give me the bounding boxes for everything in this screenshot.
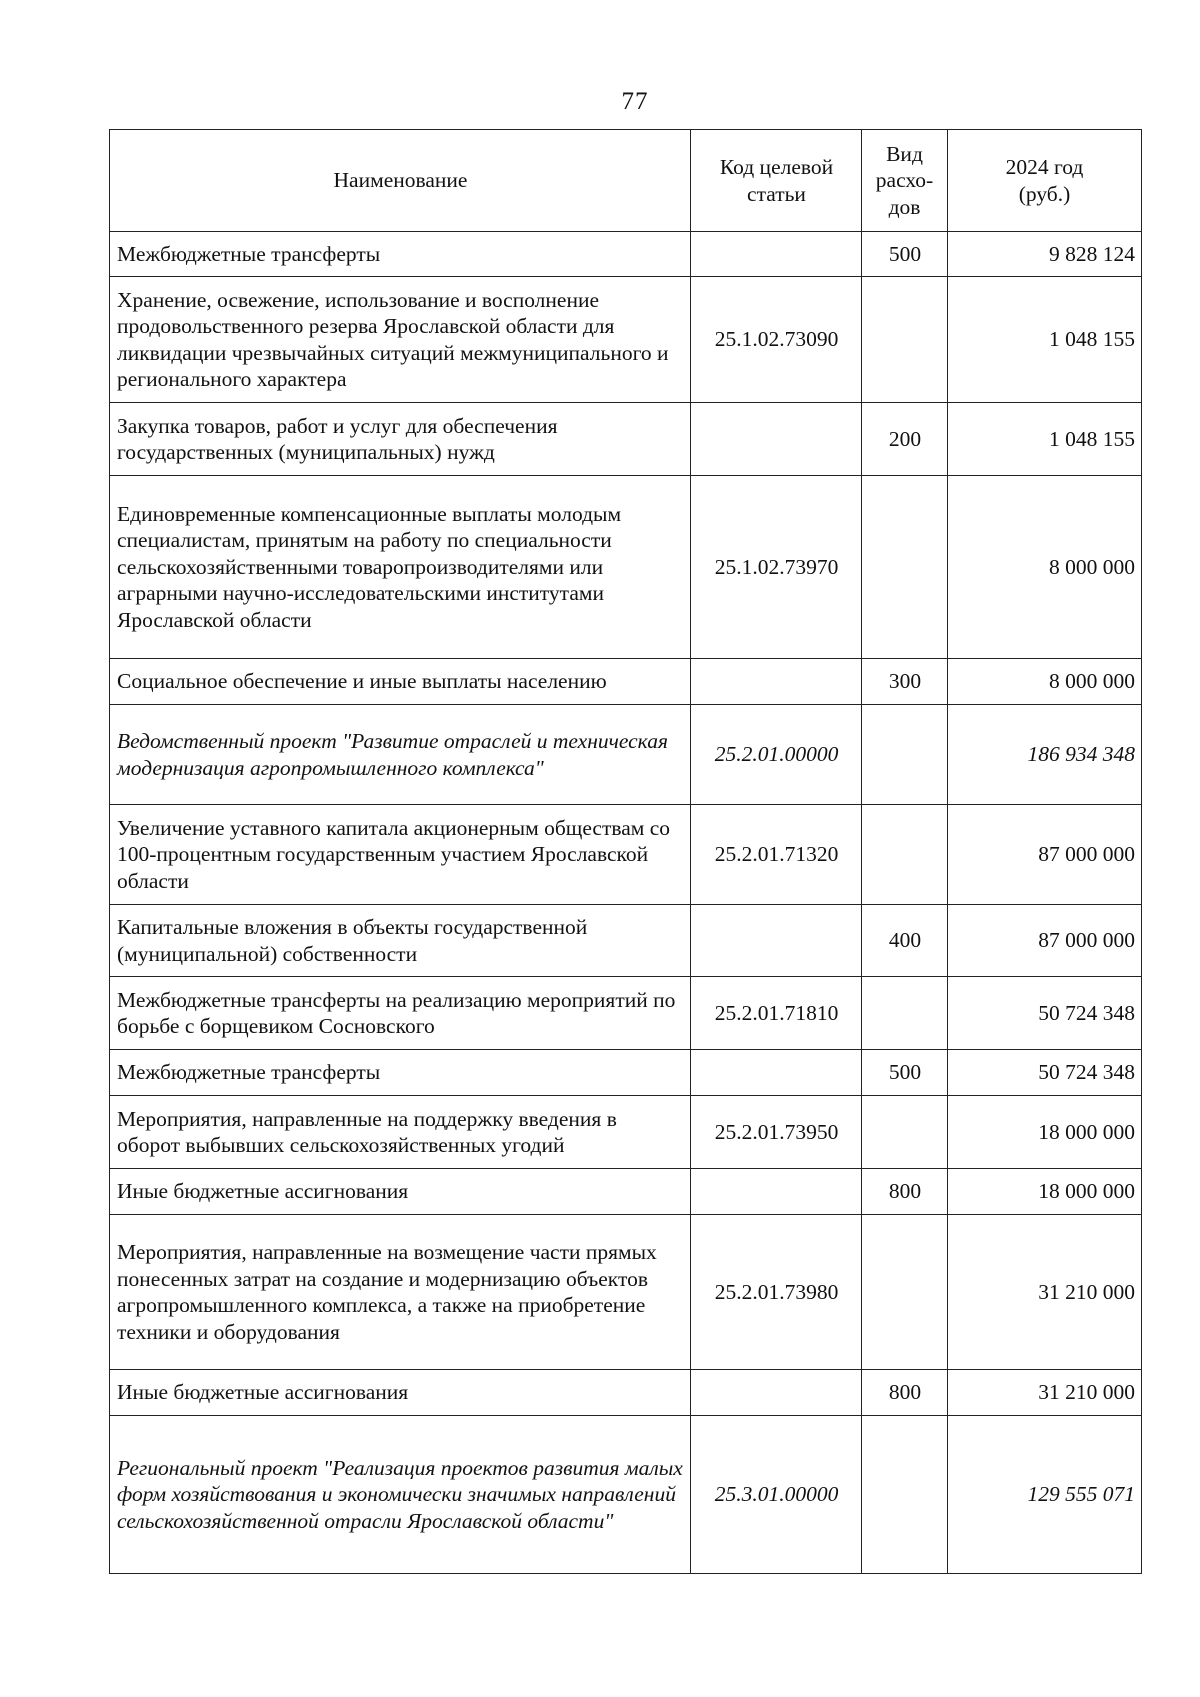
column-header-amount: 2024 год (руб.) bbox=[948, 130, 1142, 232]
row-code bbox=[691, 659, 862, 705]
row-code: 25.2.01.71320 bbox=[691, 805, 862, 905]
row-type: 500 bbox=[862, 232, 948, 277]
row-code bbox=[691, 403, 862, 476]
page-number: 77 bbox=[621, 88, 649, 115]
row-code: 25.2.01.71810 bbox=[691, 977, 862, 1050]
row-type: 800 bbox=[862, 1370, 948, 1416]
row-code bbox=[691, 1050, 862, 1096]
row-code bbox=[691, 905, 862, 977]
row-name: Увеличение уставного капитала акционерным обществам со 100-процентным государственным участием Ярославской области bbox=[110, 805, 691, 905]
row-amount: 8 000 000 bbox=[948, 659, 1142, 705]
table-row bbox=[110, 1215, 1142, 1370]
row-name: Капитальные вложения в объекты государственной (муниципальной) собственности bbox=[110, 905, 691, 977]
row-amount: 50 724 348 bbox=[948, 1050, 1142, 1096]
row-name: Межбюджетные трансферты на реализацию мероприятий по борьбе с борщевиком Сосновского bbox=[110, 977, 691, 1050]
row-type: 800 bbox=[862, 1169, 948, 1215]
row-type: 400 bbox=[862, 905, 948, 977]
table-row bbox=[110, 1416, 1142, 1574]
row-type bbox=[862, 977, 948, 1050]
row-amount: 87 000 000 bbox=[948, 805, 1142, 905]
row-name: Мероприятия, направленные на поддержку введения в оборот выбывших сельскохозяйственных угодий bbox=[110, 1096, 691, 1169]
row-code: 25.1.02.73090 bbox=[691, 277, 862, 403]
row-code bbox=[691, 1169, 862, 1215]
table-row bbox=[110, 659, 1142, 705]
row-amount: 31 210 000 bbox=[948, 1370, 1142, 1416]
row-code: 25.2.01.73950 bbox=[691, 1096, 862, 1169]
budget-table bbox=[109, 129, 1142, 1574]
row-name: Иные бюджетные ассигнования bbox=[110, 1169, 691, 1215]
table-row bbox=[110, 1169, 1142, 1215]
row-type: 300 bbox=[862, 659, 948, 705]
table-row bbox=[110, 403, 1142, 476]
row-amount: 87 000 000 bbox=[948, 905, 1142, 977]
row-code bbox=[691, 1370, 862, 1416]
row-amount: 1 048 155 bbox=[948, 277, 1142, 403]
row-code bbox=[691, 232, 862, 277]
row-type: 500 bbox=[862, 1050, 948, 1096]
row-amount: 9 828 124 bbox=[948, 232, 1142, 277]
row-amount: 129 555 071 bbox=[948, 1416, 1142, 1574]
row-name: Закупка товаров, работ и услуг для обеспечения государственных (муниципальных) нужд bbox=[110, 403, 691, 476]
row-amount: 18 000 000 bbox=[948, 1169, 1142, 1215]
row-name: Межбюджетные трансферты bbox=[110, 232, 691, 277]
table-row bbox=[110, 1096, 1142, 1169]
row-type bbox=[862, 476, 948, 659]
row-amount: 18 000 000 bbox=[948, 1096, 1142, 1169]
column-header-code: Код целевой статьи bbox=[691, 130, 862, 232]
row-code: 25.1.02.73970 bbox=[691, 476, 862, 659]
table-row bbox=[110, 705, 1142, 805]
row-name: Хранение, освежение, использование и восполнение продовольственного резерва Ярославской области для ликвидации чрезвычайных ситуаций межмуниципального и регионального характера bbox=[110, 277, 691, 403]
table-row bbox=[110, 977, 1142, 1050]
column-header-type: Вид расхо-дов bbox=[862, 130, 948, 232]
row-amount: 31 210 000 bbox=[948, 1215, 1142, 1370]
row-name: Иные бюджетные ассигнования bbox=[110, 1370, 691, 1416]
row-type bbox=[862, 1215, 948, 1370]
row-type bbox=[862, 1096, 948, 1169]
table-row bbox=[110, 476, 1142, 659]
table-row bbox=[110, 805, 1142, 905]
column-header-name: Наименование bbox=[110, 130, 691, 232]
table-row bbox=[110, 1050, 1142, 1096]
row-name: Региональный проект "Реализация проектов развития малых форм хозяйствования и экономически значимых направлений сельскохозяйственной отрасли Ярославской области" bbox=[110, 1416, 691, 1574]
row-name: Социальное обеспечение и иные выплаты населению bbox=[110, 659, 691, 705]
row-amount: 1 048 155 bbox=[948, 403, 1142, 476]
row-name: Мероприятия, направленные на возмещение части прямых понесенных затрат на создание и модернизацию объектов агропромышленного комплекса, а также на приобретение техники и оборудования bbox=[110, 1215, 691, 1370]
row-code: 25.3.01.00000 bbox=[691, 1416, 862, 1574]
table-row bbox=[110, 277, 1142, 403]
row-name: Межбюджетные трансферты bbox=[110, 1050, 691, 1096]
row-type bbox=[862, 1416, 948, 1574]
row-code: 25.2.01.00000 bbox=[691, 705, 862, 805]
row-name: Ведомственный проект "Развитие отраслей и техническая модернизация агропромышленного комплекса" bbox=[110, 705, 691, 805]
table-row bbox=[110, 1370, 1142, 1416]
row-type: 200 bbox=[862, 403, 948, 476]
row-type bbox=[862, 805, 948, 905]
row-amount: 186 934 348 bbox=[948, 705, 1142, 805]
table-row bbox=[110, 232, 1142, 277]
row-amount: 50 724 348 bbox=[948, 977, 1142, 1050]
row-type bbox=[862, 705, 948, 805]
row-type bbox=[862, 277, 948, 403]
table-row bbox=[110, 905, 1142, 977]
row-code: 25.2.01.73980 bbox=[691, 1215, 862, 1370]
row-name: Единовременные компенсационные выплаты молодым специалистам, принятым на работу по специальности сельскохозяйственными товаропроизводителями или аграрными научно-исследовательскими институтами Ярославской области bbox=[110, 476, 691, 659]
table-header-row bbox=[110, 130, 1142, 232]
row-amount: 8 000 000 bbox=[948, 476, 1142, 659]
